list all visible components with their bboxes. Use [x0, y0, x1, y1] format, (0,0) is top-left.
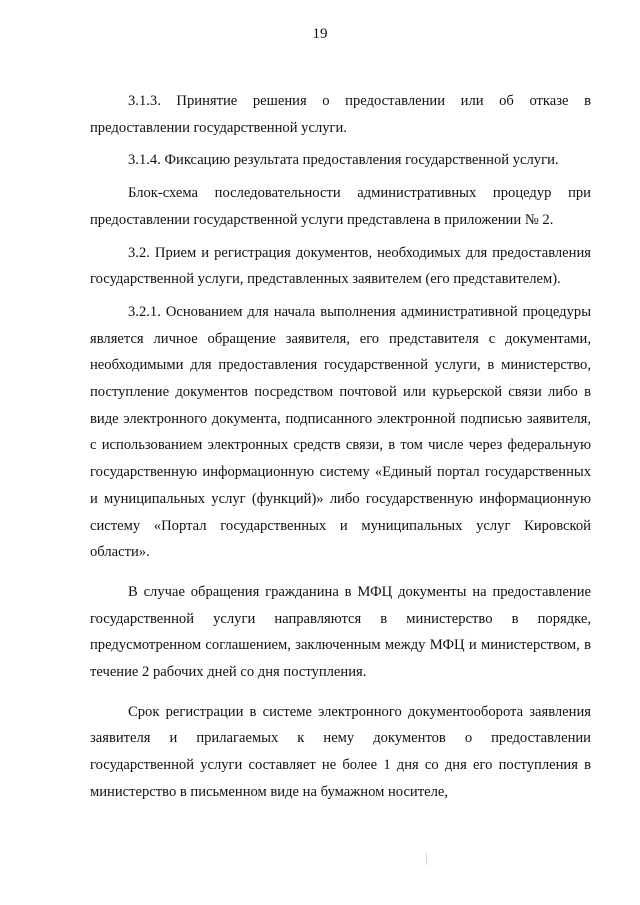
paragraph-3-2-1: 3.2.1. Основанием для начала выполнения административной процедуры является личное обращение заявителя, его представителя с документами, необходимыми для предоставления государственной услуги, в министерство, поступление документов посредством почтовой или курьерской связи либо в виде электронного документа, подписанного электронной подписью заявителя, с использованием электронных средств связи, в том числе через федеральную государственную информационную систему «Единый портал государственных и муниципальных услуг (функций)» либо государственную информационную систему «Портал государственных и муниципальных услуг Кировской области». — [90, 303, 591, 561]
paragraph-3-1-3: 3.1.3. Принятие решения о предоставлении или об отказе в предоставлении государственной услуги. — [90, 93, 591, 136]
paragraph-3-1-4: 3.1.4. Фиксацию результата предоставления государственной услуги. — [128, 152, 559, 169]
paragraph-registration-term: Срок регистрации в системе электронного документооборота заявления заявителя и прилагаемых к нему документов о предоставлении государственной услуги составляет не более 1 дня со дня его поступления в министерство в письменном виде на бумажном носителе, — [90, 703, 591, 800]
document-body — [90, 88, 591, 812]
page-number: 19 — [312, 26, 328, 42]
paragraph-mfc: В случае обращения гражданина в МФЦ документы на предоставление государственной услуги направляются в министерство в порядке, предусмотренном соглашением, заключенным между МФЦ и министерством, в течение 2 рабочих дней со дня поступления. — [90, 583, 591, 681]
paragraph-3-2: 3.2. Прием и регистрация документов, необходимых для предоставления государственной услуги, представленных заявителем (его представителем). — [90, 244, 591, 288]
paragraph-block-diagram: Блок-схема последовательности административных процедур при предоставлении государственной услуги представлена в приложении № 2. — [90, 185, 591, 228]
scan-artifact — [426, 853, 427, 865]
